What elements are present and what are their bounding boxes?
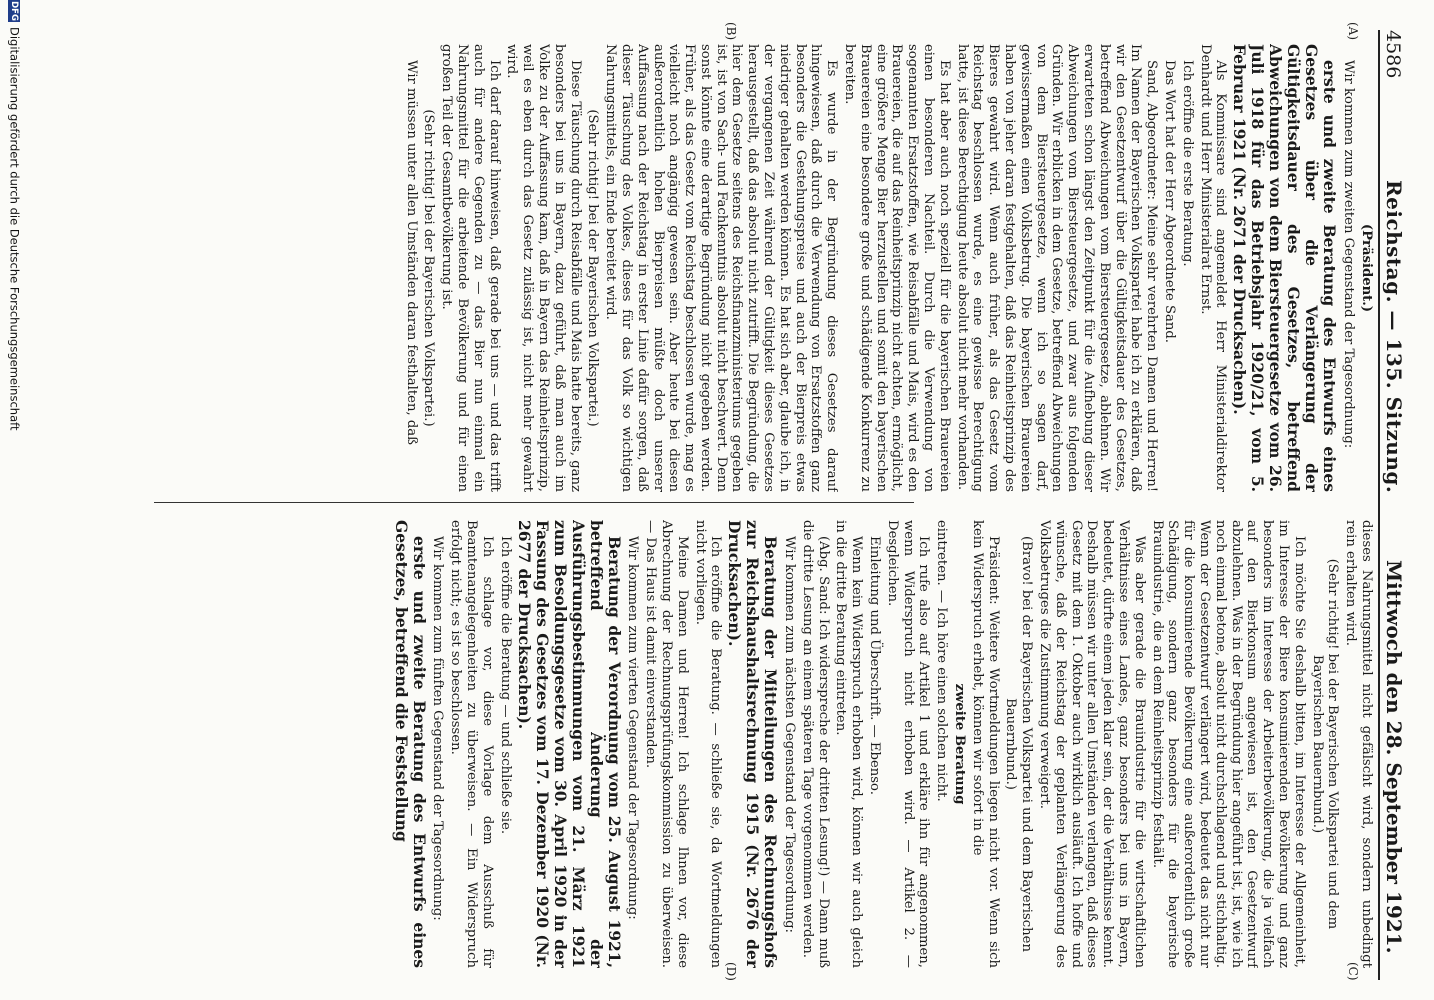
header-rule xyxy=(1378,30,1380,980)
paragraph: (Präsident.) xyxy=(1359,223,1374,313)
paragraph: Wir kommen zum nächsten Gegenstand der Tagesordnung: xyxy=(782,536,798,933)
paragraph: Es hat aber auch noch speziell für die bayerischen Brauereien einen besonderen Nachteil. Durch die Verwendung von sogenannten Ersatzstoffen, wie Reisabfälle und Mais, wird es den Brauereien, die auf das Reinheitsprinzip nicht achten, ermöglicht, eine größere Menge Bier herzustellen und somit den bayerischen Brauereien eine besondere große und schädigende Konkurrenz zu bereiten. xyxy=(842,44,952,492)
paragraph: Ich eröffne die Beratung — und schließe sie. xyxy=(497,536,513,835)
agenda-item-heading: Beratung der Mitteilungen des Rechnungshofs zur Reichshaushaltsrechnung 1915 (Nr. 2676 der Drucksachen). xyxy=(725,520,781,968)
dfg-logo-icon: DFG xyxy=(9,1,20,21)
paragraph: Es wurde in der Begründung dieses Gesetzes darauf hingewiesen, daß durch die Verwendung von Ersatzstoffen ganz besonders die Gestehungspreise und auch der Bierpreis etwas niedriger gehalten werden können. Es hat sich aber, glaube ich, in der vergangenen Zeit während der Gültigkeit dieses Gesetzes herausgestellt, daß das absolut nicht zutrifft. Die Begründung, die hier dem Gesetze seitens des Reichsfinanzministeriums gegeben ist, ist von Sach- und Fachkenntnis absolut nicht beschwert. Denn sonst könnte eine derartige Begründung nicht gegeben werden. Früher, als das Gesetz vom Reichstag beschlossen wurde, mag es vielleicht noch angängig gewesen sein. Aber heute bei diesen außerordentlich hohen Bierpreisen müßte doch unserer Auffassung nach der Reichstag in erster Linie dafür sorgen, daß dieser Täuschung des Volkes, dieses für das Volk so wichtigen Nahrungsmittels, ein Ende bereitet wird. xyxy=(603,44,840,492)
paragraph: Ich darf darauf hinweisen, daß gerade bei uns — und das trifft auch für andere Gegenden zu — das Bier nun einmal ein Nahrungsmittel für die arbeitende Bevölkerung und für einen großen Teil der Gesamtbevölkerung ist. xyxy=(439,44,502,492)
paragraph: (Sehr richtig! bei der Bayerischen Volkspartei.) xyxy=(421,109,437,427)
paragraph: zweite Beratung xyxy=(952,683,968,805)
margin-marker-b: (B) xyxy=(724,22,738,41)
paragraph: Wir kommen zum vierten Gegenstand der Tagesordnung: xyxy=(625,536,641,920)
paragraph: Ich rufe also auf Artikel 1 und erkläre ihn für angenommen, wenn Widerspruch nicht erhoben wird. — Artikel 2. — Desgleichen. xyxy=(884,520,932,968)
paragraph: Ich eröffne die erste Beratung. xyxy=(1179,60,1195,267)
margin-marker-a: (A) xyxy=(1346,22,1360,41)
paragraph: (Sehr richtig! bei der Bayerischen Volkspartei und dem Bayerischen Bauernbund.) xyxy=(1309,558,1341,930)
paragraph: Das Wort hat der Herr Abgeordnete Sand. xyxy=(1162,60,1178,343)
paragraph: Was aber gerade die Brauindustrie für die wirtschaftlichen Verhältnisse eines Landes, ganz besonders bei uns in Bayern, bedeutet, dürfte einem jeden klar sein, der die Verhältnisse kennt. Deshalb müssen wir unter allen Umständen verlangen, daß dieses Gesetz mit dem 1. Oktober auch wirklich ausläuft. Ich hoffe und wünsche, daß der Reichstag der geplanten Verlängerung des Volksbetruges die Zustimmung verweigert. xyxy=(1037,520,1147,968)
margin-marker-c: (C) xyxy=(1346,962,1360,981)
paragraph: Als Kommissare sind angemeldet Herr Ministerialdirektor Denhardt und Herr Ministerialrat Ernst. xyxy=(1197,44,1229,492)
paragraph: Meine Damen und Herren! Ich schlage Ihnen vor, diese Abrechnung der Rechnungsprüfungskommission zu überweisen. — Das Haus ist damit einverstanden. xyxy=(643,520,690,968)
digitization-credit xyxy=(0,0,22,1000)
digitization-credit-text: Digitalisierung gefördert durch die Deutsche Forschungsgemeinschaft xyxy=(7,27,22,431)
paragraph: Ich schlage vor, diese Vorlage dem Ausschuß für Beamtenangelegenheiten zu überweisen. — Ein Widerspruch erfolgt nicht; es ist so beschlossen. xyxy=(448,520,495,968)
paragraph: Ich möchte Sie deshalb bitten, im Interesse der Allgemeinheit, im Interesse der Biere konsumierenden Bevölkerung und ganz besonders im Interesse der Arbeiterbevölkerung, die ja vielfach auf den Bierkonsum angewiesen ist, den Gesetzentwurf abzulehnen. Was in der Begründung hier angeführt ist, ist, wie ich noch einmal betone, absolut nicht durchschlagend und stichhaltig. Wenn der Gesetzentwurf verlängert wird, bedeutet das nicht nur für die konsumierende Bevölkerung eine außerordentlich große Schädigung, sondern ganz besonders für die bayerische Brauindustrie, die an dem Reinheitsprinzip festhält. xyxy=(1149,520,1307,968)
agenda-item-heading: erste und zweite Beratung des Entwurfs eines Gesetzes über die Verlängerung der Gültigkeitsdauer des Gesetzes, betreffend Abweichungen von dem Biersteuergesetze vom 26. Juli 1918 für das Betriebsjahr 1920/21, vom 5. Februar 1921 (Nr. 2671 der Drucksachen). xyxy=(1230,44,1340,492)
paragraph: Einleitung und Überschrift. — Ebenso. xyxy=(867,536,883,795)
right-column xyxy=(154,520,1374,968)
paragraph: Wenn kein Widerspruch erhoben wird, können wir auch gleich in die dritte Beratung eintreten. xyxy=(833,520,865,968)
page-number: 4586 xyxy=(1382,30,1404,79)
margin-marker-d: (D) xyxy=(724,962,738,981)
paragraph: Sand, Abgeordneter: Meine sehr verehrten Damen und Herren! Im Namen der Bayerischen Volkspartei habe ich zu erklären, daß wir den Gesetzentwurf über die Gültigkeitsdauer des Gesetzes, betreffend Abweichungen vom Biersteuergesetze, ablehnen. Wir erwarteten schon längst den Zeitpunkt für die Aufhebung dieser Abweichungen vom Biersteuergesetze, und zwar aus folgenden Gründen. Wir erblicken in dem Gesetze, betreffend Abweichungen von dem Biersteuergesetze, wenn ich so sagen darf, gewissermaßen einen Volksbetrug. Die bayerischen Brauereien haben von jeher daran festgehalten, daß das Reinheitsprinzip des Bieres gewahrt wird. Wenn auch früher, als das Gesetz vom Reichstag beschlossen wurde, es eine gewisse Berechtigung hatte, ist diese Berechtigung heute absolut nicht mehr vorhanden. xyxy=(954,44,1160,492)
paragraph: (Abg. Sand: Ich widerspreche der dritten Lesung!) — Dann muß die dritte Lesung an einem späteren Tage vorgenommen werden. xyxy=(799,520,831,968)
paragraph: dieses Nahrungsmittel nicht gefälscht wird, sondern unbedingt rein erhalten wird. xyxy=(1343,520,1374,968)
paragraph: (Bravo! bei der Bayerischen Volkspartei und dem Bayerischen Bauernbund.) xyxy=(1003,536,1035,952)
paragraph: Wir müssen unter allen Umständen daran festhalten, daß xyxy=(403,60,419,445)
page-title: Reichstag. — 135. Sitzung. xyxy=(1382,180,1406,494)
agenda-item-heading: Beratung der Verordnung vom 25. August 1921, betreffend Änderung der Ausführungsbestimmungen vom 21. März 1921 zum Besoldungsgesetze vom 30. April 1920 in der Fassung des Gesetzes vom 17. Dezember 1920 (Nr. 2677 der Drucksachen). xyxy=(514,520,624,968)
session-date: Mittwoch den 28. September 1921. xyxy=(1382,560,1406,954)
paragraph: Ich eröffne die Beratung. — schließe sie, da Wortmeldungen nicht vorliegen. xyxy=(692,520,724,968)
paragraph: Diese Täuschung durch Reisabfälle und Mais hatte bereits, ganz besonders bei uns in Bayern, dazu geführt, daß man auch im Volke zu der Auffassung kam, daß in Bayern das Reinheitsprinzip, weil es eben durch das Gesetz zulässig ist, nicht mehr gewahrt wird. xyxy=(504,44,583,492)
paragraph: eintreten. — Ich höre einen solchen nicht. xyxy=(934,520,950,802)
paragraph: Präsident: Weitere Wortmeldungen liegen nicht vor. Wenn sich kein Widerspruch erhebt, können wir sofort in die xyxy=(969,520,1001,968)
paragraph: Wir kommen zum zweiten Gegenstand der Tagesordnung: xyxy=(1341,60,1357,449)
paragraph: Wir kommen zum fünften Gegenstand der Tagesordnung: xyxy=(430,536,446,921)
paragraph: (Sehr richtig! bei der Bayerischen Volkspartei.) xyxy=(585,109,601,427)
agenda-item-heading: erste und zweite Beratung des Entwurfs eines Gesetzes, betreffend die Feststellung xyxy=(391,520,429,968)
page-header xyxy=(1380,0,1420,1000)
column-divider xyxy=(154,502,914,503)
left-column xyxy=(154,44,1374,492)
